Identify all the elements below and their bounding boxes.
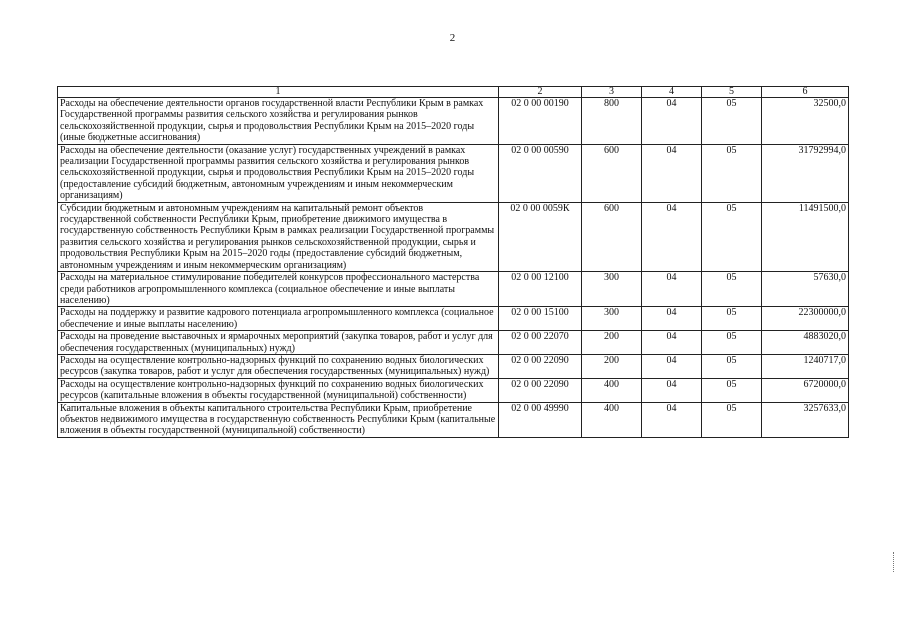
target-article-code-cell: 02 0 00 12100 [499, 272, 582, 307]
table-row [58, 144, 849, 202]
amount-cell: 11491500,0 [762, 202, 849, 271]
amount-cell: 57630,0 [762, 272, 849, 307]
target-article-code-cell: 02 0 00 49990 [499, 402, 582, 437]
subsection-cell: 05 [702, 354, 762, 378]
table-row [58, 272, 849, 307]
table-row [58, 378, 849, 402]
expense-type-cell: 400 [582, 378, 642, 402]
column-header-5: 5 [702, 87, 762, 98]
table-row [58, 402, 849, 437]
description-cell: Расходы на обеспечение деятельности органов государственной власти Республики Крым в рамках Государственной программы развития сельского хозяйства и регулирования рынков сельскохозяйственной продукции, сырья и продовольствия Республики Крым на 2015–2020 годы (иные бюджетные ассигнования) [58, 98, 499, 145]
section-cell: 04 [642, 354, 702, 378]
amount-cell: 22300000,0 [762, 307, 849, 331]
expense-type-cell: 200 [582, 354, 642, 378]
subsection-cell: 05 [702, 144, 762, 202]
subsection-cell: 05 [702, 378, 762, 402]
amount-cell: 3257633,0 [762, 402, 849, 437]
expense-type-cell: 400 [582, 402, 642, 437]
description-cell: Расходы на материальное стимулирование победителей конкурсов профессионального мастерства среди работников агропромышленного комплекса (социальное обеспечение и иные выплаты населению) [58, 272, 499, 307]
section-cell: 04 [642, 378, 702, 402]
target-article-code-cell: 02 0 00 22090 [499, 354, 582, 378]
subsection-cell: 05 [702, 402, 762, 437]
margin-mark [893, 552, 895, 572]
amount-cell: 31792994,0 [762, 144, 849, 202]
column-header-2: 2 [499, 87, 582, 98]
target-article-code-cell: 02 0 00 00190 [499, 98, 582, 145]
target-article-code-cell: 02 0 00 22090 [499, 378, 582, 402]
description-cell: Расходы на осуществление контрольно-надзорных функций по сохранению водных биологических ресурсов (капитальные вложения в объекты государственной (муниципальной) собственности) [58, 378, 499, 402]
table-row [58, 98, 849, 145]
subsection-cell: 05 [702, 202, 762, 271]
page-number: 2 [449, 32, 456, 44]
expense-type-cell: 800 [582, 98, 642, 145]
subsection-cell: 05 [702, 307, 762, 331]
section-cell: 04 [642, 144, 702, 202]
description-cell: Субсидии бюджетным и автономным учреждениям на капитальный ремонт объектов государственной собственности Республики Крым, приобретение движимого имущества в государственную собственность Республики Крым в рамках реализации Государственной программы развития сельского хозяйства и регулирования рынков сельскохозяйственной продукции, сырья и продовольствия Республики Крым на 2015–2020 годы (предоставление субсидий бюджетным, автономным учреждениям и иным некоммерческим организациям) [58, 202, 499, 271]
expense-type-cell: 200 [582, 331, 642, 355]
description-cell: Расходы на осуществление контрольно-надзорных функций по сохранению водных биологических ресурсов (закупка товаров, работ и услуг для обеспечения государственных (муниципальных) нужд) [58, 354, 499, 378]
target-article-code-cell: 02 0 00 0059К [499, 202, 582, 271]
description-cell: Расходы на проведение выставочных и ярмарочных мероприятий (закупка товаров, работ и услуг для обеспечения государственных (муниципальных) нужд) [58, 331, 499, 355]
target-article-code-cell: 02 0 00 15100 [499, 307, 582, 331]
budget-table [57, 86, 849, 438]
amount-cell: 6720000,0 [762, 378, 849, 402]
column-header-6: 6 [762, 87, 849, 98]
section-cell: 04 [642, 272, 702, 307]
subsection-cell: 05 [702, 331, 762, 355]
column-header-1: 1 [58, 87, 499, 98]
table-header-row [58, 87, 849, 98]
target-article-code-cell: 02 0 00 00590 [499, 144, 582, 202]
section-cell: 04 [642, 202, 702, 271]
subsection-cell: 05 [702, 272, 762, 307]
amount-cell: 32500,0 [762, 98, 849, 145]
expense-type-cell: 300 [582, 272, 642, 307]
table-row [58, 307, 849, 331]
column-header-4: 4 [642, 87, 702, 98]
section-cell: 04 [642, 98, 702, 145]
amount-cell: 4883020,0 [762, 331, 849, 355]
expense-type-cell: 600 [582, 202, 642, 271]
expense-type-cell: 600 [582, 144, 642, 202]
expense-type-cell: 300 [582, 307, 642, 331]
table-row [58, 331, 849, 355]
section-cell: 04 [642, 331, 702, 355]
description-cell: Капитальные вложения в объекты капитального строительства Республики Крым, приобретение объектов недвижимого имущества в государственную собственность Республики Крым (капитальные вложения в объекты государственной (муниципальной) собственности) [58, 402, 499, 437]
table-row [58, 354, 849, 378]
target-article-code-cell: 02 0 00 22070 [499, 331, 582, 355]
table-row [58, 202, 849, 271]
column-header-3: 3 [582, 87, 642, 98]
amount-cell: 1240717,0 [762, 354, 849, 378]
section-cell: 04 [642, 307, 702, 331]
description-cell: Расходы на поддержку и развитие кадрового потенциала агропромышленного комплекса (социальное обеспечение и иные выплаты населению) [58, 307, 499, 331]
description-cell: Расходы на обеспечение деятельности (оказание услуг) государственных учреждений в рамках реализации Государственной программы развития сельского хозяйства и регулирования рынков сельскохозяйственной продукции, сырья и продовольствия Республики Крым на 2015–2020 годы (предоставление субсидий бюджетным, автономным учреждениям и иным некоммерческим организациям) [58, 144, 499, 202]
subsection-cell: 05 [702, 98, 762, 145]
section-cell: 04 [642, 402, 702, 437]
